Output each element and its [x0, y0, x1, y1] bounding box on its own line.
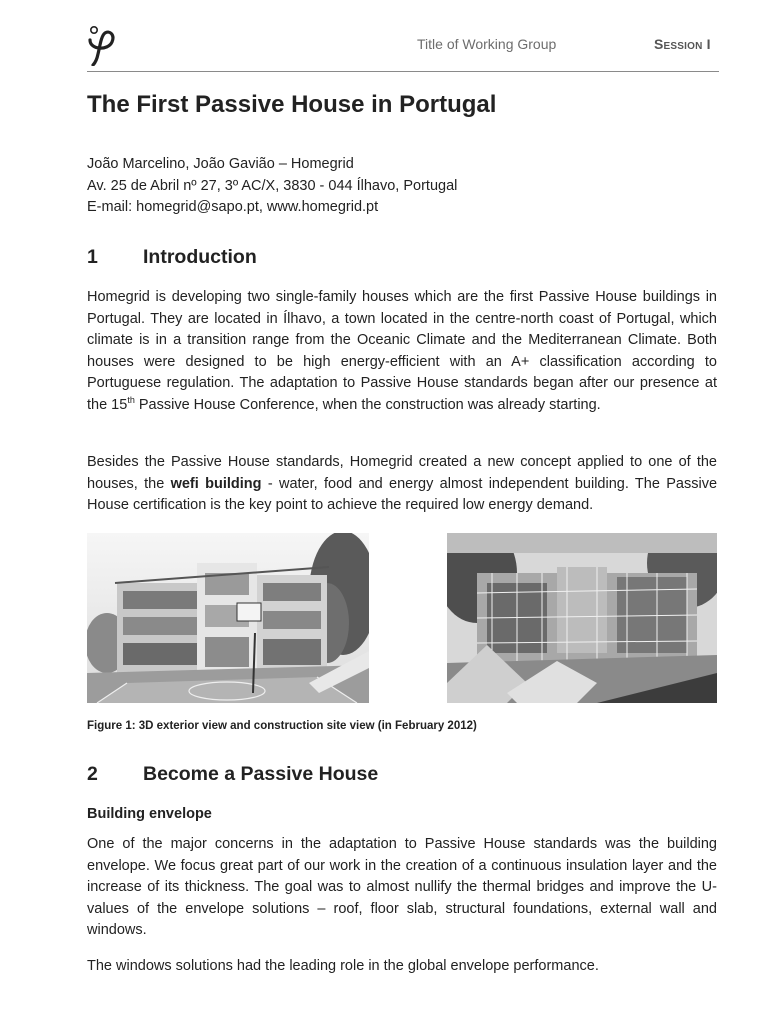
envelope-paragraph: One of the major concerns in the adaptation to Passive House standards was the building envelope. We focus great part of our work in the creation of a continuous insulation layer and the increase of its thickness. The goal was to almost nullify the thermal bridges and improve the U-values of the envelope solutions – roof, floor slab, structural foundations, external wall and windows.: [87, 836, 717, 938]
wefi-building-term: wefi building: [170, 475, 262, 492]
author-block: [87, 154, 457, 219]
intro-p2-text-end: - water, food and energy almost independent building. The Passive House certification is the key point to achieve the required low energy demand.: [87, 475, 718, 513]
construction-site-photo-image: [447, 533, 717, 703]
intro-p1-text-end: Passive House Conference, when the construction was already starting.: [134, 396, 601, 413]
ordinal-superscript: th: [127, 394, 135, 405]
session-label: Session I: [654, 36, 711, 52]
working-group-title: Title of Working Group: [417, 36, 557, 52]
figure-1-caption: Figure 1: 3D exterior view and construction site view (in February 2012): [87, 720, 477, 732]
address-line: Av. 25 de Abril nº 27, 3º AC/X, 3830 - 044 Ílhavo, Portugal: [87, 177, 458, 194]
section-heading-become-passive-house: [87, 763, 378, 786]
email-line: E-mail: homegrid@sapo.pt, www.homegrid.pt: [87, 199, 379, 215]
intro-paragraph-2: [87, 452, 717, 517]
section-heading-introduction: [87, 246, 257, 269]
phi-logo-icon: [86, 24, 120, 66]
header-divider: [87, 71, 719, 72]
section-title: Become a Passive House: [143, 763, 379, 785]
intro-paragraph-1: [87, 287, 717, 416]
windows-paragraph: The windows solutions had the leading role in the global envelope performance.: [87, 958, 599, 974]
subheading-building-envelope: Building envelope: [87, 806, 212, 822]
intro-p2-text: Besides the Passive House standards, Homegrid created a new concept applied to one of the houses, the: [87, 454, 717, 492]
section-number: 2: [87, 763, 98, 785]
paper-title: The First Passive House in Portugal: [87, 91, 497, 118]
intro-p1-text: Homegrid is developing two single-family houses which are the first Passive House buildings in Portugal. They are located in Ílhavo, a town located in the centre-north coast of Portugal, which climate is in a transition range from the Oceanic Climate and the Mediterranean Climate. Both houses were designed to be high energy-efficient with an A+ classification according to Portuguese regulation. The adaptation to Passive House standards began after our presence at the 15: [87, 289, 717, 413]
3d-exterior-render-image: [87, 533, 369, 703]
authors-line: João Marcelino, João Gavião – Homegrid: [87, 156, 354, 172]
section-title: Introduction: [143, 246, 257, 268]
section-number: 1: [87, 246, 98, 268]
